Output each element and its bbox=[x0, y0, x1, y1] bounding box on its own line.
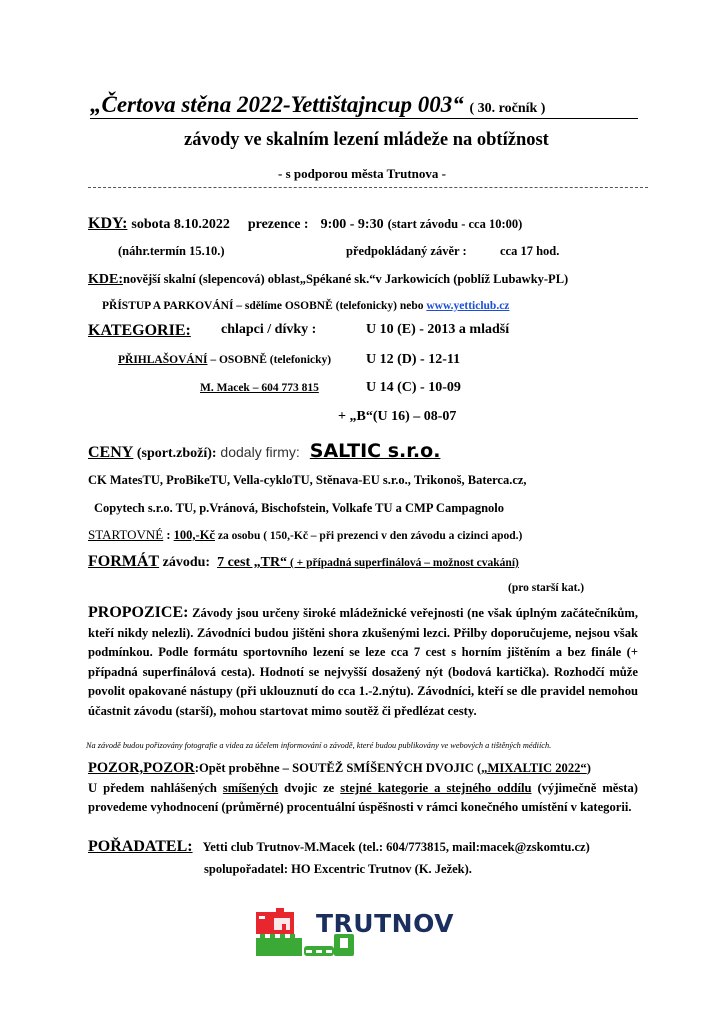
trutnov-emblem-icon bbox=[256, 908, 470, 970]
propozice-paragraph bbox=[88, 603, 638, 721]
support-line: - s podporou města Trutnova - bbox=[278, 166, 446, 181]
poradatel-line-1: Yetti club Trutnov-M.Macek (tel.: 604/773815, mail:macek@zskomtu.cz) bbox=[202, 840, 590, 854]
format-routes: 7 cest „TR“ bbox=[217, 555, 288, 570]
start-time: (start závodu - cca 10:00) bbox=[387, 217, 523, 231]
poradatel-row bbox=[88, 838, 590, 856]
propozice-text: Závody jsou určeny široké mládežnické veřejnosti (ne však úplným začátečníkům, kteří nikdy nelezli). Závodníci budou jištěni shora zkušenými lezci. Přilby doporučujeme, nejsou však podmínkou. Podle formátu sportovního lezení se leze cca 7 cest s horním jištěním a bez finále (+ případná superfinálová cesta). Hodnotí se nejvyšší dosažený nýt (bodová kartička). Rozhodčí může povolit opakované nástupy (při uklouznutí do cca 1.-2.nýtu). Závodníci, kteří se dle pravidel nemohou účastnit závodu (starší), mohou startovat mimo soutěž či předlézat cesty. bbox=[88, 606, 638, 718]
main-sponsor: SALTIC s.r.o. bbox=[309, 440, 441, 462]
club-website-link[interactable]: www.yetticlub.cz bbox=[426, 300, 510, 312]
presence-label: prezence : bbox=[247, 217, 309, 232]
page-title bbox=[90, 92, 545, 118]
startovne-price: 100,-Kč bbox=[173, 528, 215, 542]
pozor-p2-a: U předem nahlášených bbox=[88, 780, 223, 795]
pozor-text-1: :Opět proběhne – SOUTĚŽ SMÍŠENÝCH DVOJIC ( bbox=[194, 761, 482, 775]
kde-label: KDE: bbox=[88, 272, 123, 287]
pozor-p2-c: dvojic ze bbox=[278, 780, 341, 795]
registration-label: PŘIHLAŠOVÁNÍ bbox=[118, 354, 208, 366]
end-label: předpokládaný závěr : bbox=[346, 244, 467, 258]
pozor-p2-e: (výjimečně města) provedeme vyhodnocení (průměrné) procentuální úspěšnosti v rámci konečného umístění v kategorii. bbox=[88, 780, 638, 814]
format-rest: závodu: bbox=[159, 555, 218, 570]
pozor-p2-mixed: smíšených bbox=[222, 780, 279, 795]
kdy-label: KDY: bbox=[88, 215, 128, 232]
dashed-divider bbox=[88, 187, 648, 188]
format-note: (pro starší kat.) bbox=[508, 582, 585, 594]
format-row bbox=[88, 553, 519, 571]
registration-row bbox=[118, 354, 331, 366]
kde-text: novější skalní (slepencová) oblast„Spékané sk.“v Jarkowicích (poblíž Lubawky-PL) bbox=[123, 272, 569, 286]
edition: ( 30. ročník ) bbox=[469, 101, 546, 116]
format-detail: ( + případná superfinálová – možnost cvakání) bbox=[287, 557, 519, 569]
presence-time: 9:00 - 9:30 bbox=[320, 217, 384, 232]
kde-row bbox=[88, 270, 568, 288]
poradatel-label: POŘADATEL: bbox=[88, 838, 193, 855]
pozor-label: POZOR,POZOR bbox=[88, 760, 195, 776]
end-time: cca 17 hod. bbox=[500, 244, 560, 258]
category-u12: U 12 (D) - 12-11 bbox=[366, 352, 461, 367]
media-note: Na závodě budou pořizovány fotografie a videa za účelem informování o závodě, které budou publikovány ve webových a tištěných médiích. bbox=[86, 741, 552, 750]
groups-label: chlapci / dívky : bbox=[221, 322, 317, 337]
sponsors-line-2: Copytech s.r.o. TU, p.Vránová, Bischofstein, Volkafe TU a CMP Campagnolo bbox=[94, 501, 504, 515]
registration-text: – OSOBNĚ (telefonicky) bbox=[207, 354, 332, 366]
category-u14: U 14 (C) - 10-09 bbox=[366, 380, 461, 395]
kategorie-label: KATEGORIE: bbox=[88, 322, 191, 339]
ceny-label: CENY bbox=[88, 444, 134, 461]
backup-date: (náhr.termín 15.10.) bbox=[118, 244, 225, 258]
startovne-rest: za osobu ( 150,-Kč – při prezenci v den závodu a cizinci apod.) bbox=[214, 530, 523, 542]
contact-phone: M. Macek – 604 773 815 bbox=[200, 382, 319, 394]
title-main: „Čertova stěna 2022-Yettištajncup 003“ bbox=[90, 92, 464, 117]
ceny-rest: (sport.zboží): bbox=[133, 446, 217, 461]
format-label: FORMÁT bbox=[88, 553, 160, 570]
propozice-label: PROPOZICE: bbox=[88, 604, 189, 621]
startovne-label: STARTOVNÉ bbox=[88, 527, 164, 542]
trutnov-logo bbox=[256, 908, 470, 970]
kdy-date: sobota 8.10.2022 bbox=[131, 217, 230, 232]
logo-text: TRUTNOV bbox=[316, 909, 455, 938]
category-u10: U 10 (E) - 2013 a mladší bbox=[366, 322, 510, 337]
startovne-row bbox=[88, 526, 522, 544]
access-row bbox=[102, 296, 509, 314]
poradatel-line-2: spolupořadatel: HO Excentric Trutnov (K. Ježek). bbox=[204, 862, 472, 876]
pozor-p2-same-category: stejné kategorie a stejného oddílu bbox=[340, 780, 532, 795]
mixaltic-name: „MIXALTIC 2022“ bbox=[481, 761, 587, 775]
subtitle: závody ve skalním lezení mládeže na obtížnost bbox=[184, 130, 549, 150]
category-u16: + „B“(U 16) – 08-07 bbox=[338, 409, 457, 424]
donors-label: dodaly firmy: bbox=[216, 444, 300, 460]
access-text: PŘÍSTUP A PARKOVÁNÍ – sdělíme OSOBNĚ (telefonicky) nebo bbox=[102, 300, 427, 312]
ceny-row bbox=[88, 440, 440, 462]
pozor-text-2: ) bbox=[586, 761, 591, 775]
startovne-sep: : bbox=[163, 528, 174, 542]
sponsors-line-1: CK MatesTU, ProBikeTU, Vella-cykloTU, Stěnava-EU s.r.o., Trikonoš, Baterca.cz, bbox=[88, 473, 527, 487]
kdy-row bbox=[88, 215, 522, 233]
pozor-paragraph bbox=[88, 759, 638, 818]
